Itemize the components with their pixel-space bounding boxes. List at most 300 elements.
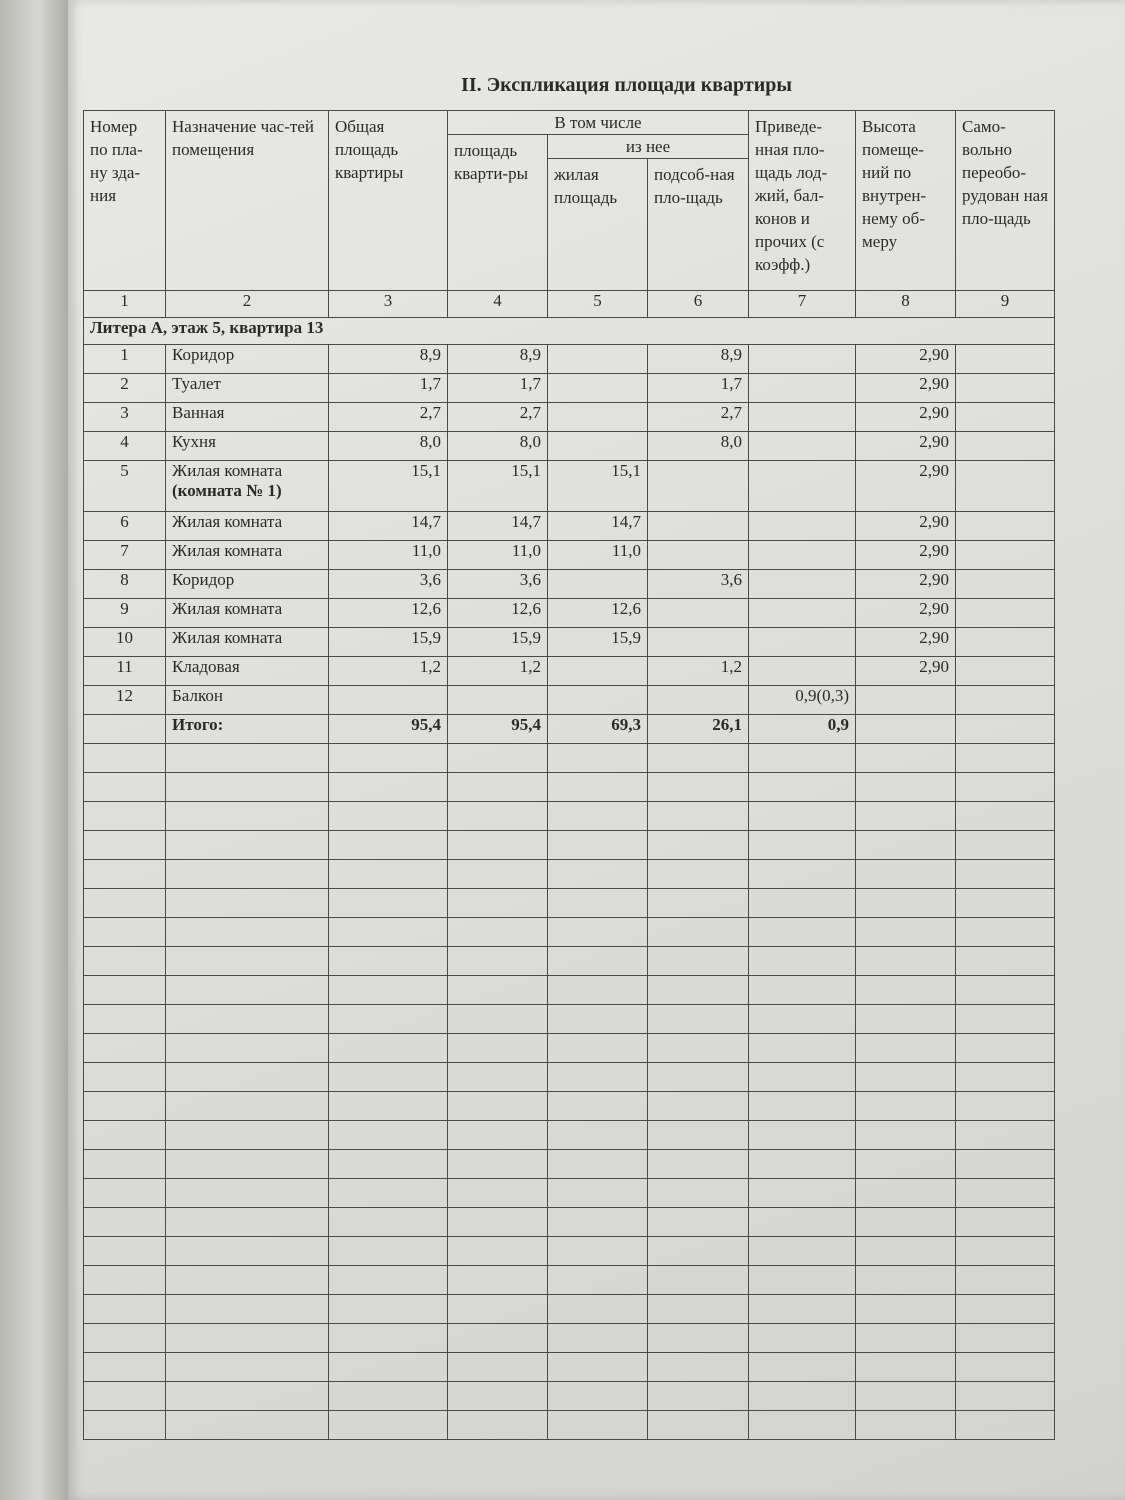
empty-cell bbox=[648, 1295, 749, 1324]
empty-row bbox=[84, 773, 1055, 802]
empty-cell bbox=[956, 1063, 1055, 1092]
empty-cell bbox=[648, 831, 749, 860]
reduced-area bbox=[749, 432, 856, 461]
self-converted-area bbox=[956, 461, 1055, 512]
empty-row bbox=[84, 1237, 1055, 1266]
row-number: 7 bbox=[84, 541, 166, 570]
empty-cell bbox=[448, 1266, 548, 1295]
empty-cell bbox=[448, 1208, 548, 1237]
empty-cell bbox=[548, 889, 648, 918]
self-converted-area bbox=[956, 628, 1055, 657]
row-number: 1 bbox=[84, 345, 166, 374]
empty-cell bbox=[749, 1353, 856, 1382]
explication-table bbox=[83, 110, 1055, 1440]
empty-cell bbox=[856, 1092, 956, 1121]
self-converted-area bbox=[956, 570, 1055, 599]
empty-cell bbox=[648, 1266, 749, 1295]
empty-cell bbox=[856, 831, 956, 860]
empty-cell bbox=[856, 1208, 956, 1237]
empty-cell bbox=[84, 1179, 166, 1208]
empty-row bbox=[84, 1208, 1055, 1237]
apartment-area: 14,7 bbox=[448, 512, 548, 541]
empty-cell bbox=[856, 889, 956, 918]
empty-cell bbox=[548, 1353, 648, 1382]
table-row bbox=[84, 628, 1055, 657]
empty-cell bbox=[548, 831, 648, 860]
empty-row bbox=[84, 1295, 1055, 1324]
room-name: Ванная bbox=[166, 403, 329, 432]
document-page bbox=[68, 0, 1125, 1500]
empty-cell bbox=[648, 744, 749, 773]
empty-cell bbox=[956, 802, 1055, 831]
living-area bbox=[548, 345, 648, 374]
reduced-area bbox=[749, 461, 856, 512]
empty-cell bbox=[329, 1382, 448, 1411]
empty-cell bbox=[84, 1034, 166, 1063]
auxiliary-area bbox=[648, 686, 749, 715]
empty-cell bbox=[448, 1063, 548, 1092]
total-label: Итого: bbox=[166, 715, 329, 744]
empty-cell bbox=[329, 744, 448, 773]
column-number: 8 bbox=[856, 291, 956, 318]
empty-row bbox=[84, 1121, 1055, 1150]
empty-cell bbox=[856, 918, 956, 947]
empty-row bbox=[84, 1411, 1055, 1440]
empty-cell bbox=[166, 1063, 329, 1092]
empty-row bbox=[84, 1382, 1055, 1411]
empty-cell bbox=[548, 744, 648, 773]
auxiliary-area: 2,7 bbox=[648, 403, 749, 432]
room-height: 2,90 bbox=[856, 541, 956, 570]
empty-cell bbox=[84, 1005, 166, 1034]
empty-cell bbox=[329, 1295, 448, 1324]
empty-row bbox=[84, 976, 1055, 1005]
empty-cell bbox=[749, 1179, 856, 1208]
empty-cell bbox=[84, 802, 166, 831]
empty-cell bbox=[956, 1150, 1055, 1179]
empty-cell bbox=[648, 1208, 749, 1237]
row-number: 11 bbox=[84, 657, 166, 686]
room-height bbox=[856, 686, 956, 715]
empty-cell bbox=[648, 860, 749, 889]
total-area: 11,0 bbox=[329, 541, 448, 570]
empty-cell bbox=[856, 1150, 956, 1179]
table-row bbox=[84, 403, 1055, 432]
empty-row bbox=[84, 947, 1055, 976]
document-title: II. Экспликация площади квартиры bbox=[461, 74, 792, 96]
auxiliary-area bbox=[648, 512, 749, 541]
room-name: Жилая комната bbox=[166, 628, 329, 657]
reduced-area bbox=[749, 403, 856, 432]
header-apartment-area: площадь кварти-ры bbox=[448, 135, 548, 291]
empty-cell bbox=[329, 1237, 448, 1266]
empty-cell bbox=[956, 1237, 1055, 1266]
section-heading: Литера А, этаж 5, квартира 13 bbox=[84, 318, 1055, 345]
header-self-converted: Само-вольно переобо-рудован ная пло-щадь bbox=[956, 111, 1055, 291]
apartment-area: 3,6 bbox=[448, 570, 548, 599]
row-number: 5 bbox=[84, 461, 166, 512]
room-name bbox=[166, 461, 329, 512]
empty-cell bbox=[166, 1324, 329, 1353]
empty-cell bbox=[448, 744, 548, 773]
empty-cell bbox=[548, 1324, 648, 1353]
table-row bbox=[84, 432, 1055, 461]
binder-edge bbox=[0, 0, 70, 1500]
room-height: 2,90 bbox=[856, 432, 956, 461]
empty-cell bbox=[84, 744, 166, 773]
empty-cell bbox=[84, 1092, 166, 1121]
room-name-line: Жилая комната bbox=[172, 461, 283, 480]
empty-cell bbox=[84, 860, 166, 889]
empty-cell bbox=[856, 1179, 956, 1208]
self-converted-area bbox=[956, 657, 1055, 686]
empty-cell bbox=[329, 1266, 448, 1295]
self-converted-area bbox=[956, 345, 1055, 374]
empty-cell bbox=[648, 802, 749, 831]
empty-cell bbox=[749, 1005, 856, 1034]
living-area bbox=[548, 403, 648, 432]
table-row bbox=[84, 345, 1055, 374]
apartment-area: 1,2 bbox=[448, 657, 548, 686]
total-area: 8,0 bbox=[329, 432, 448, 461]
auxiliary-area bbox=[648, 541, 749, 570]
self-converted-area bbox=[956, 512, 1055, 541]
empty-cell bbox=[548, 1179, 648, 1208]
empty-cell bbox=[956, 976, 1055, 1005]
room-height: 2,90 bbox=[856, 512, 956, 541]
empty-cell bbox=[548, 918, 648, 947]
auxiliary-area bbox=[648, 628, 749, 657]
empty-cell bbox=[166, 1295, 329, 1324]
total-area: 2,7 bbox=[329, 403, 448, 432]
empty-cell bbox=[548, 1063, 648, 1092]
empty-cell bbox=[956, 1005, 1055, 1034]
apartment-area: 8,0 bbox=[448, 432, 548, 461]
empty-cell bbox=[548, 860, 648, 889]
row-number: 8 bbox=[84, 570, 166, 599]
empty-cell bbox=[749, 831, 856, 860]
empty-cell bbox=[856, 1295, 956, 1324]
empty-cell bbox=[448, 860, 548, 889]
empty-cell bbox=[448, 1324, 548, 1353]
apartment-area: 15,1 bbox=[448, 461, 548, 512]
empty-cell bbox=[749, 1295, 856, 1324]
living-area: 15,1 bbox=[548, 461, 648, 512]
empty-cell bbox=[166, 947, 329, 976]
empty-cell bbox=[749, 976, 856, 1005]
room-height: 2,90 bbox=[856, 628, 956, 657]
empty-cell bbox=[856, 802, 956, 831]
total-area bbox=[329, 686, 448, 715]
apartment-area: 8,9 bbox=[448, 345, 548, 374]
empty-cell bbox=[648, 1092, 749, 1121]
empty-cell bbox=[448, 1237, 548, 1266]
reduced-area bbox=[749, 599, 856, 628]
empty-cell bbox=[448, 1179, 548, 1208]
living-area bbox=[548, 432, 648, 461]
empty-cell bbox=[956, 1382, 1055, 1411]
empty-row bbox=[84, 918, 1055, 947]
empty-cell bbox=[329, 1034, 448, 1063]
table-row bbox=[84, 461, 1055, 512]
empty-cell bbox=[856, 1411, 956, 1440]
total-area: 8,9 bbox=[329, 345, 448, 374]
empty-cell bbox=[956, 947, 1055, 976]
empty-cell bbox=[329, 1092, 448, 1121]
column-number: 1 bbox=[84, 291, 166, 318]
empty-cell bbox=[956, 1411, 1055, 1440]
apartment-area: 11,0 bbox=[448, 541, 548, 570]
empty-row bbox=[84, 1150, 1055, 1179]
empty-cell bbox=[84, 773, 166, 802]
empty-cell bbox=[448, 1382, 548, 1411]
apartment-area: 15,9 bbox=[448, 628, 548, 657]
empty-cell bbox=[84, 1208, 166, 1237]
empty-cell bbox=[648, 1382, 749, 1411]
empty-cell bbox=[166, 1092, 329, 1121]
empty-cell bbox=[648, 889, 749, 918]
self-converted-area bbox=[956, 403, 1055, 432]
empty-row bbox=[84, 1179, 1055, 1208]
reduced-area bbox=[749, 374, 856, 403]
reduced-area bbox=[749, 570, 856, 599]
empty-cell bbox=[856, 860, 956, 889]
total-total: 95,4 bbox=[329, 715, 448, 744]
total-area: 15,9 bbox=[329, 628, 448, 657]
empty-cell bbox=[329, 947, 448, 976]
empty-cell bbox=[956, 918, 1055, 947]
total-area: 95,4 bbox=[448, 715, 548, 744]
self-converted-area bbox=[956, 374, 1055, 403]
room-name-note: (комната № 1) bbox=[172, 481, 282, 500]
total-aux: 26,1 bbox=[648, 715, 749, 744]
auxiliary-area bbox=[648, 599, 749, 628]
living-area: 12,6 bbox=[548, 599, 648, 628]
empty-cell bbox=[956, 1121, 1055, 1150]
empty-cell bbox=[448, 976, 548, 1005]
empty-cell bbox=[448, 947, 548, 976]
empty-cell bbox=[749, 1411, 856, 1440]
empty-cell bbox=[856, 1266, 956, 1295]
empty-cell bbox=[166, 1353, 329, 1382]
empty-cell bbox=[329, 1208, 448, 1237]
empty-cell bbox=[84, 1382, 166, 1411]
row-number bbox=[84, 715, 166, 744]
empty-cell bbox=[166, 1121, 329, 1150]
empty-cell bbox=[956, 744, 1055, 773]
self-converted-area bbox=[956, 599, 1055, 628]
empty-cell bbox=[856, 1121, 956, 1150]
empty-cell bbox=[448, 1092, 548, 1121]
empty-cell bbox=[749, 1237, 856, 1266]
room-name: Туалет bbox=[166, 374, 329, 403]
empty-cell bbox=[166, 1150, 329, 1179]
empty-cell bbox=[648, 918, 749, 947]
column-number: 3 bbox=[329, 291, 448, 318]
empty-cell bbox=[84, 918, 166, 947]
empty-cell bbox=[548, 976, 648, 1005]
room-height: 2,90 bbox=[856, 570, 956, 599]
table-row bbox=[84, 657, 1055, 686]
empty-cell bbox=[166, 802, 329, 831]
empty-cell bbox=[749, 1382, 856, 1411]
room-height: 2,90 bbox=[856, 403, 956, 432]
empty-cell bbox=[749, 1121, 856, 1150]
apartment-area: 2,7 bbox=[448, 403, 548, 432]
empty-cell bbox=[856, 1034, 956, 1063]
room-name: Коридор bbox=[166, 570, 329, 599]
empty-cell bbox=[329, 860, 448, 889]
empty-cell bbox=[329, 918, 448, 947]
empty-cell bbox=[166, 1005, 329, 1034]
empty-row bbox=[84, 1005, 1055, 1034]
empty-cell bbox=[548, 1150, 648, 1179]
living-area bbox=[548, 657, 648, 686]
reduced-area bbox=[749, 657, 856, 686]
empty-cell bbox=[749, 947, 856, 976]
empty-cell bbox=[856, 773, 956, 802]
empty-cell bbox=[956, 1208, 1055, 1237]
column-number: 7 bbox=[749, 291, 856, 318]
empty-cell bbox=[166, 773, 329, 802]
empty-cell bbox=[329, 1063, 448, 1092]
self-converted-area bbox=[956, 541, 1055, 570]
empty-cell bbox=[84, 947, 166, 976]
empty-cell bbox=[329, 1179, 448, 1208]
living-area: 11,0 bbox=[548, 541, 648, 570]
empty-cell bbox=[448, 831, 548, 860]
header-living-area: жилая площадь bbox=[548, 159, 648, 291]
empty-cell bbox=[956, 773, 1055, 802]
empty-cell bbox=[548, 1266, 648, 1295]
empty-cell bbox=[329, 831, 448, 860]
empty-cell bbox=[166, 831, 329, 860]
empty-cell bbox=[329, 1005, 448, 1034]
empty-cell bbox=[648, 1063, 749, 1092]
empty-row bbox=[84, 1266, 1055, 1295]
empty-cell bbox=[856, 1382, 956, 1411]
total-area: 12,6 bbox=[329, 599, 448, 628]
empty-cell bbox=[749, 860, 856, 889]
empty-row bbox=[84, 802, 1055, 831]
header-room-purpose: Назначение час-тей помещения bbox=[166, 111, 329, 291]
row-number: 3 bbox=[84, 403, 166, 432]
empty-row bbox=[84, 1063, 1055, 1092]
table-row bbox=[84, 686, 1055, 715]
empty-cell bbox=[956, 1179, 1055, 1208]
empty-cell bbox=[856, 1005, 956, 1034]
empty-cell bbox=[749, 744, 856, 773]
empty-cell bbox=[956, 1353, 1055, 1382]
row-number: 10 bbox=[84, 628, 166, 657]
reduced-area bbox=[749, 345, 856, 374]
reduced-area: 0,9(0,3) bbox=[749, 686, 856, 715]
self-converted-area bbox=[956, 686, 1055, 715]
row-number: 4 bbox=[84, 432, 166, 461]
empty-cell bbox=[548, 1121, 648, 1150]
header-room-height: Высота помеще-ний по внутрен-нему об-меру bbox=[856, 111, 956, 291]
column-number-row bbox=[84, 291, 1055, 318]
empty-cell bbox=[749, 889, 856, 918]
empty-cell bbox=[856, 947, 956, 976]
empty-cell bbox=[956, 1034, 1055, 1063]
room-name: Жилая комната bbox=[166, 599, 329, 628]
table-row bbox=[84, 374, 1055, 403]
room-height: 2,90 bbox=[856, 657, 956, 686]
empty-row bbox=[84, 831, 1055, 860]
room-height: 2,90 bbox=[856, 345, 956, 374]
header-auxiliary-area: подсоб-ная пло-щадь bbox=[648, 159, 749, 291]
living-area: 14,7 bbox=[548, 512, 648, 541]
empty-row bbox=[84, 860, 1055, 889]
empty-cell bbox=[448, 918, 548, 947]
auxiliary-area: 3,6 bbox=[648, 570, 749, 599]
table-row bbox=[84, 570, 1055, 599]
column-number: 5 bbox=[548, 291, 648, 318]
room-name: Жилая комната bbox=[166, 541, 329, 570]
auxiliary-area bbox=[648, 461, 749, 512]
empty-cell bbox=[648, 1121, 749, 1150]
table-row bbox=[84, 512, 1055, 541]
living-area bbox=[548, 686, 648, 715]
total-area: 15,1 bbox=[329, 461, 448, 512]
total-area: 3,6 bbox=[329, 570, 448, 599]
empty-cell bbox=[856, 1063, 956, 1092]
empty-cell bbox=[548, 1092, 648, 1121]
total-height bbox=[856, 715, 956, 744]
empty-cell bbox=[166, 860, 329, 889]
empty-cell bbox=[166, 918, 329, 947]
empty-cell bbox=[84, 1411, 166, 1440]
header-of-which: из нее bbox=[548, 135, 749, 159]
apartment-area: 1,7 bbox=[448, 374, 548, 403]
empty-cell bbox=[166, 1034, 329, 1063]
empty-cell bbox=[448, 773, 548, 802]
empty-cell bbox=[84, 976, 166, 1005]
empty-cell bbox=[648, 1324, 749, 1353]
empty-row bbox=[84, 1324, 1055, 1353]
empty-cell bbox=[329, 1353, 448, 1382]
column-number: 9 bbox=[956, 291, 1055, 318]
empty-cell bbox=[84, 1150, 166, 1179]
self-converted-area bbox=[956, 432, 1055, 461]
empty-row bbox=[84, 1353, 1055, 1382]
column-number: 2 bbox=[166, 291, 329, 318]
empty-cell bbox=[956, 1092, 1055, 1121]
empty-cell bbox=[648, 1150, 749, 1179]
reduced-area bbox=[749, 512, 856, 541]
empty-cell bbox=[648, 1034, 749, 1063]
living-area: 15,9 bbox=[548, 628, 648, 657]
empty-cell bbox=[329, 1324, 448, 1353]
empty-row bbox=[84, 1092, 1055, 1121]
empty-cell bbox=[749, 773, 856, 802]
empty-cell bbox=[84, 1063, 166, 1092]
living-area bbox=[548, 570, 648, 599]
empty-cell bbox=[166, 976, 329, 1005]
reduced-area bbox=[749, 628, 856, 657]
room-height: 2,90 bbox=[856, 374, 956, 403]
empty-cell bbox=[329, 889, 448, 918]
row-number: 9 bbox=[84, 599, 166, 628]
header-total-area: Общая площадь квартиры bbox=[329, 111, 448, 291]
empty-cell bbox=[84, 889, 166, 918]
empty-cell bbox=[448, 1034, 548, 1063]
empty-cell bbox=[749, 1150, 856, 1179]
header-plan-number: Номер по пла-ну зда-ния bbox=[84, 111, 166, 291]
empty-cell bbox=[749, 1092, 856, 1121]
empty-row bbox=[84, 889, 1055, 918]
